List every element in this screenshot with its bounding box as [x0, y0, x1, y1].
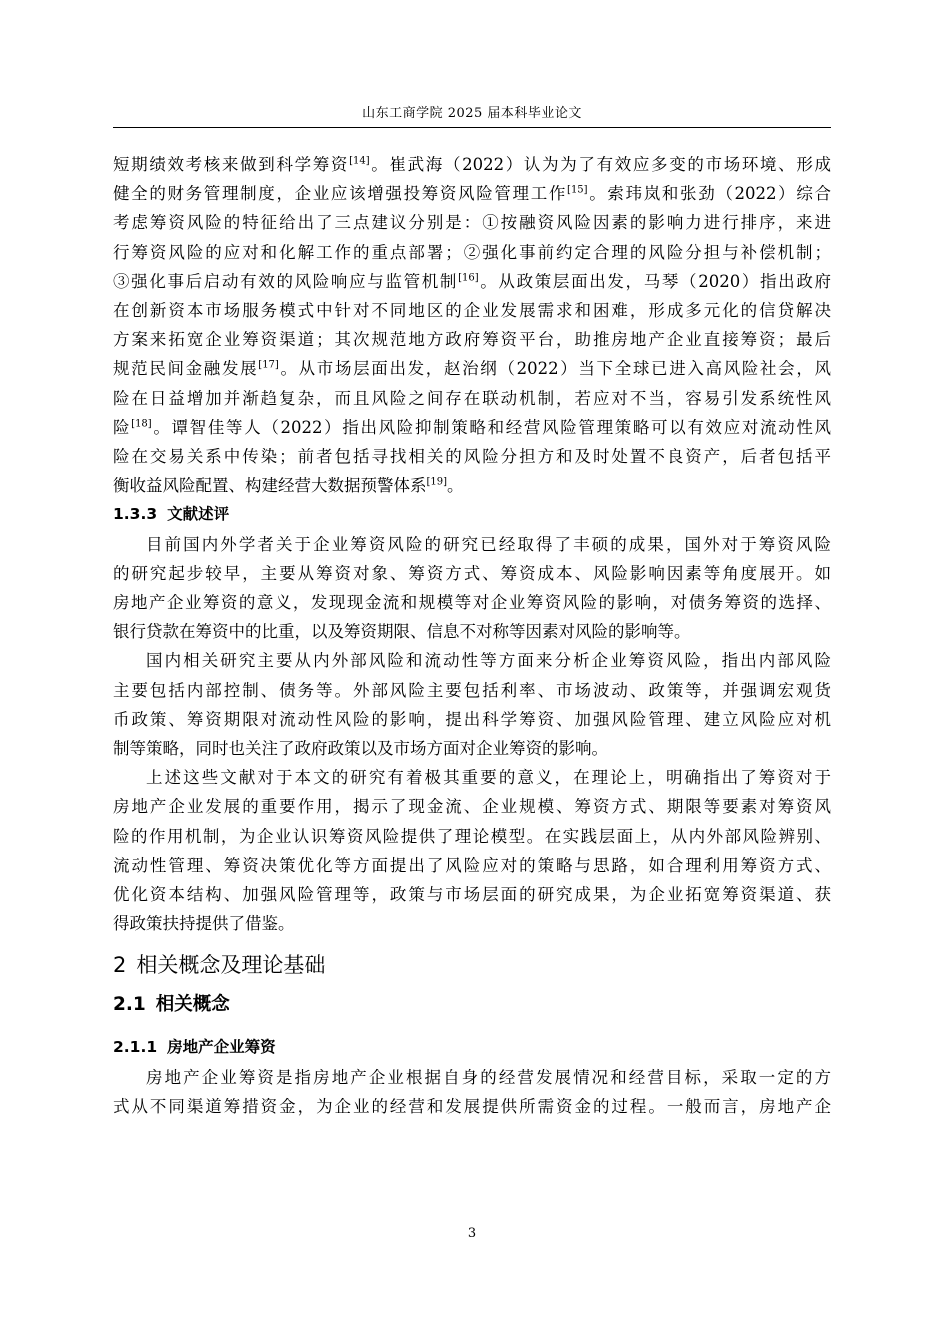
citation: [16]: [458, 272, 479, 284]
text-line: 险在日益增加并渐趋复杂，而且风险之间存在联动机制，若应对不当，容易引发系统性风: [113, 388, 831, 408]
citation: [14]: [349, 155, 370, 167]
citation: [17]: [258, 359, 279, 371]
text-line: ③强化事后启动有效的风险响应与监管机制[16]。从政策层面出发，马琴（2020）指出政府: [113, 271, 832, 291]
definition-paragraph: [113, 1063, 831, 1121]
text-line: 流动性管理、筹资决策优化等方面提出了风险应对的策略与思路，如合理利用筹资方式、: [113, 855, 831, 875]
section-heading-1-3-3: 1.3.3 文献述评: [113, 505, 230, 524]
continued-paragraph: [113, 150, 831, 500]
text-line: 险[18]。谭智佳等人（2022）指出风险抑制策略和经营风险管理策略可以有效应对流动性风: [113, 417, 832, 437]
text-line: 主要包括内部控制、债务等。外部风险主要包括利率、市场波动、政策等，并强调宏观货: [113, 680, 831, 700]
text-line: 险在交易关系中传染；前者包括寻找相关的风险分担方和及时处置不良资产，后者包括平: [113, 447, 831, 467]
page-header: 山东工商学院 2025 届本科毕业论文: [362, 106, 582, 121]
text-line: 目前国内外学者关于企业筹资风险的研究已经取得了丰硕的成果，国外对于筹资风险: [146, 534, 831, 554]
text-line: 房地产企业筹资的意义，发现现金流和规模等对企业筹资风险的影响，对债务筹资的选择、: [113, 593, 831, 613]
text-line: 行筹资风险的应对和化解工作的重点部署；②强化事前约定合理的风险分担与补偿机制；: [113, 242, 831, 262]
text-line: 上述这些文献对于本文的研究有着极其重要的意义，在理论上，明确指出了筹资对于: [146, 768, 831, 788]
text-line: 险的作用机制，为企业认识筹资风险提供了理论模型。在实践层面上，从内外部风险辨别、: [113, 826, 831, 846]
text-line: 房地产企业发展的重要作用，揭示了现金流、企业规模、筹资方式、期限等要素对筹资风: [113, 797, 831, 817]
text-line: 方案来拓宽企业筹资渠道；其次规范地方政府筹资平台，助推房地产企业直接筹资；最后: [113, 330, 831, 350]
text-line: 健全的财务管理制度，企业应该增强投筹资风险管理工作[15]。索玮岚和张劲（2022）综合: [113, 184, 832, 204]
chapter-heading-2: 2 相关概念及理论基础: [113, 953, 326, 978]
citation: [19]: [426, 476, 448, 488]
section-heading-2-1-1: 2.1.1 房地产企业筹资: [113, 1038, 276, 1057]
citation: [15]: [567, 184, 588, 196]
text-line: 币政策、筹资期限对流动性风险的影响，提出科学筹资、加强风险管理、建立风险应对机: [113, 709, 831, 729]
text-line: 国内相关研究主要从内外部风险和流动性等方面来分析企业筹资风险，指出内部风险: [146, 651, 831, 671]
text-line: 制等策略，同时也关注了政府政策以及市场方面对企业筹资的影响。: [113, 739, 608, 759]
text-line: 的研究起步较早，主要从筹资对象、筹资方式、筹资成本、风险影响因素等角度展开。如: [113, 563, 831, 583]
page-number: 3: [467, 1226, 477, 1241]
citation: [18]: [131, 418, 152, 430]
text-line: 短期绩效考核来做到科学筹资[14]。崔武海（2022）认为为了有效应多变的市场环境、形成: [113, 155, 832, 174]
text-line: 在创新资本市场服务模式中针对不同地区的企业发展需求和困难，形成多元化的信贷解决: [113, 301, 831, 321]
text-line: 得政策扶持提供了借鉴。: [113, 914, 295, 934]
text-line: 房地产企业筹资是指房地产企业根据自身的经营发展情况和经营目标，采取一定的方: [146, 1067, 831, 1087]
text-line: 衡收益风险配置、构建经营大数据预警体系[19]。: [113, 476, 464, 496]
review-paragraph-2: [113, 646, 831, 763]
section-heading-2-1: 2.1 相关概念: [113, 994, 230, 1016]
review-paragraph-1: [113, 530, 831, 647]
text-line: 式从不同渠道筹措资金，为企业的经营和发展提供所需资金的过程。一般而言，房地产企: [113, 1096, 831, 1116]
page-content: [113, 150, 831, 1121]
review-paragraph-3: [113, 763, 831, 938]
header-rule: [113, 127, 831, 128]
text-line: 银行贷款在筹资中的比重，以及筹资期限、信息不对称等因素对风险的影响等。: [113, 622, 691, 642]
text-line: 考虑筹资风险的特征给出了三点建议分别是：①按融资风险因素的影响力进行排序，来进: [113, 213, 831, 233]
text-line: 优化资本结构、加强风险管理等，政策与市场层面的研究成果，为企业拓宽筹资渠道、获: [113, 885, 831, 905]
text-line: 规范民间金融发展[17]。从市场层面出发，赵治纲（2022）当下全球已进入高风险社会，风: [113, 359, 831, 379]
